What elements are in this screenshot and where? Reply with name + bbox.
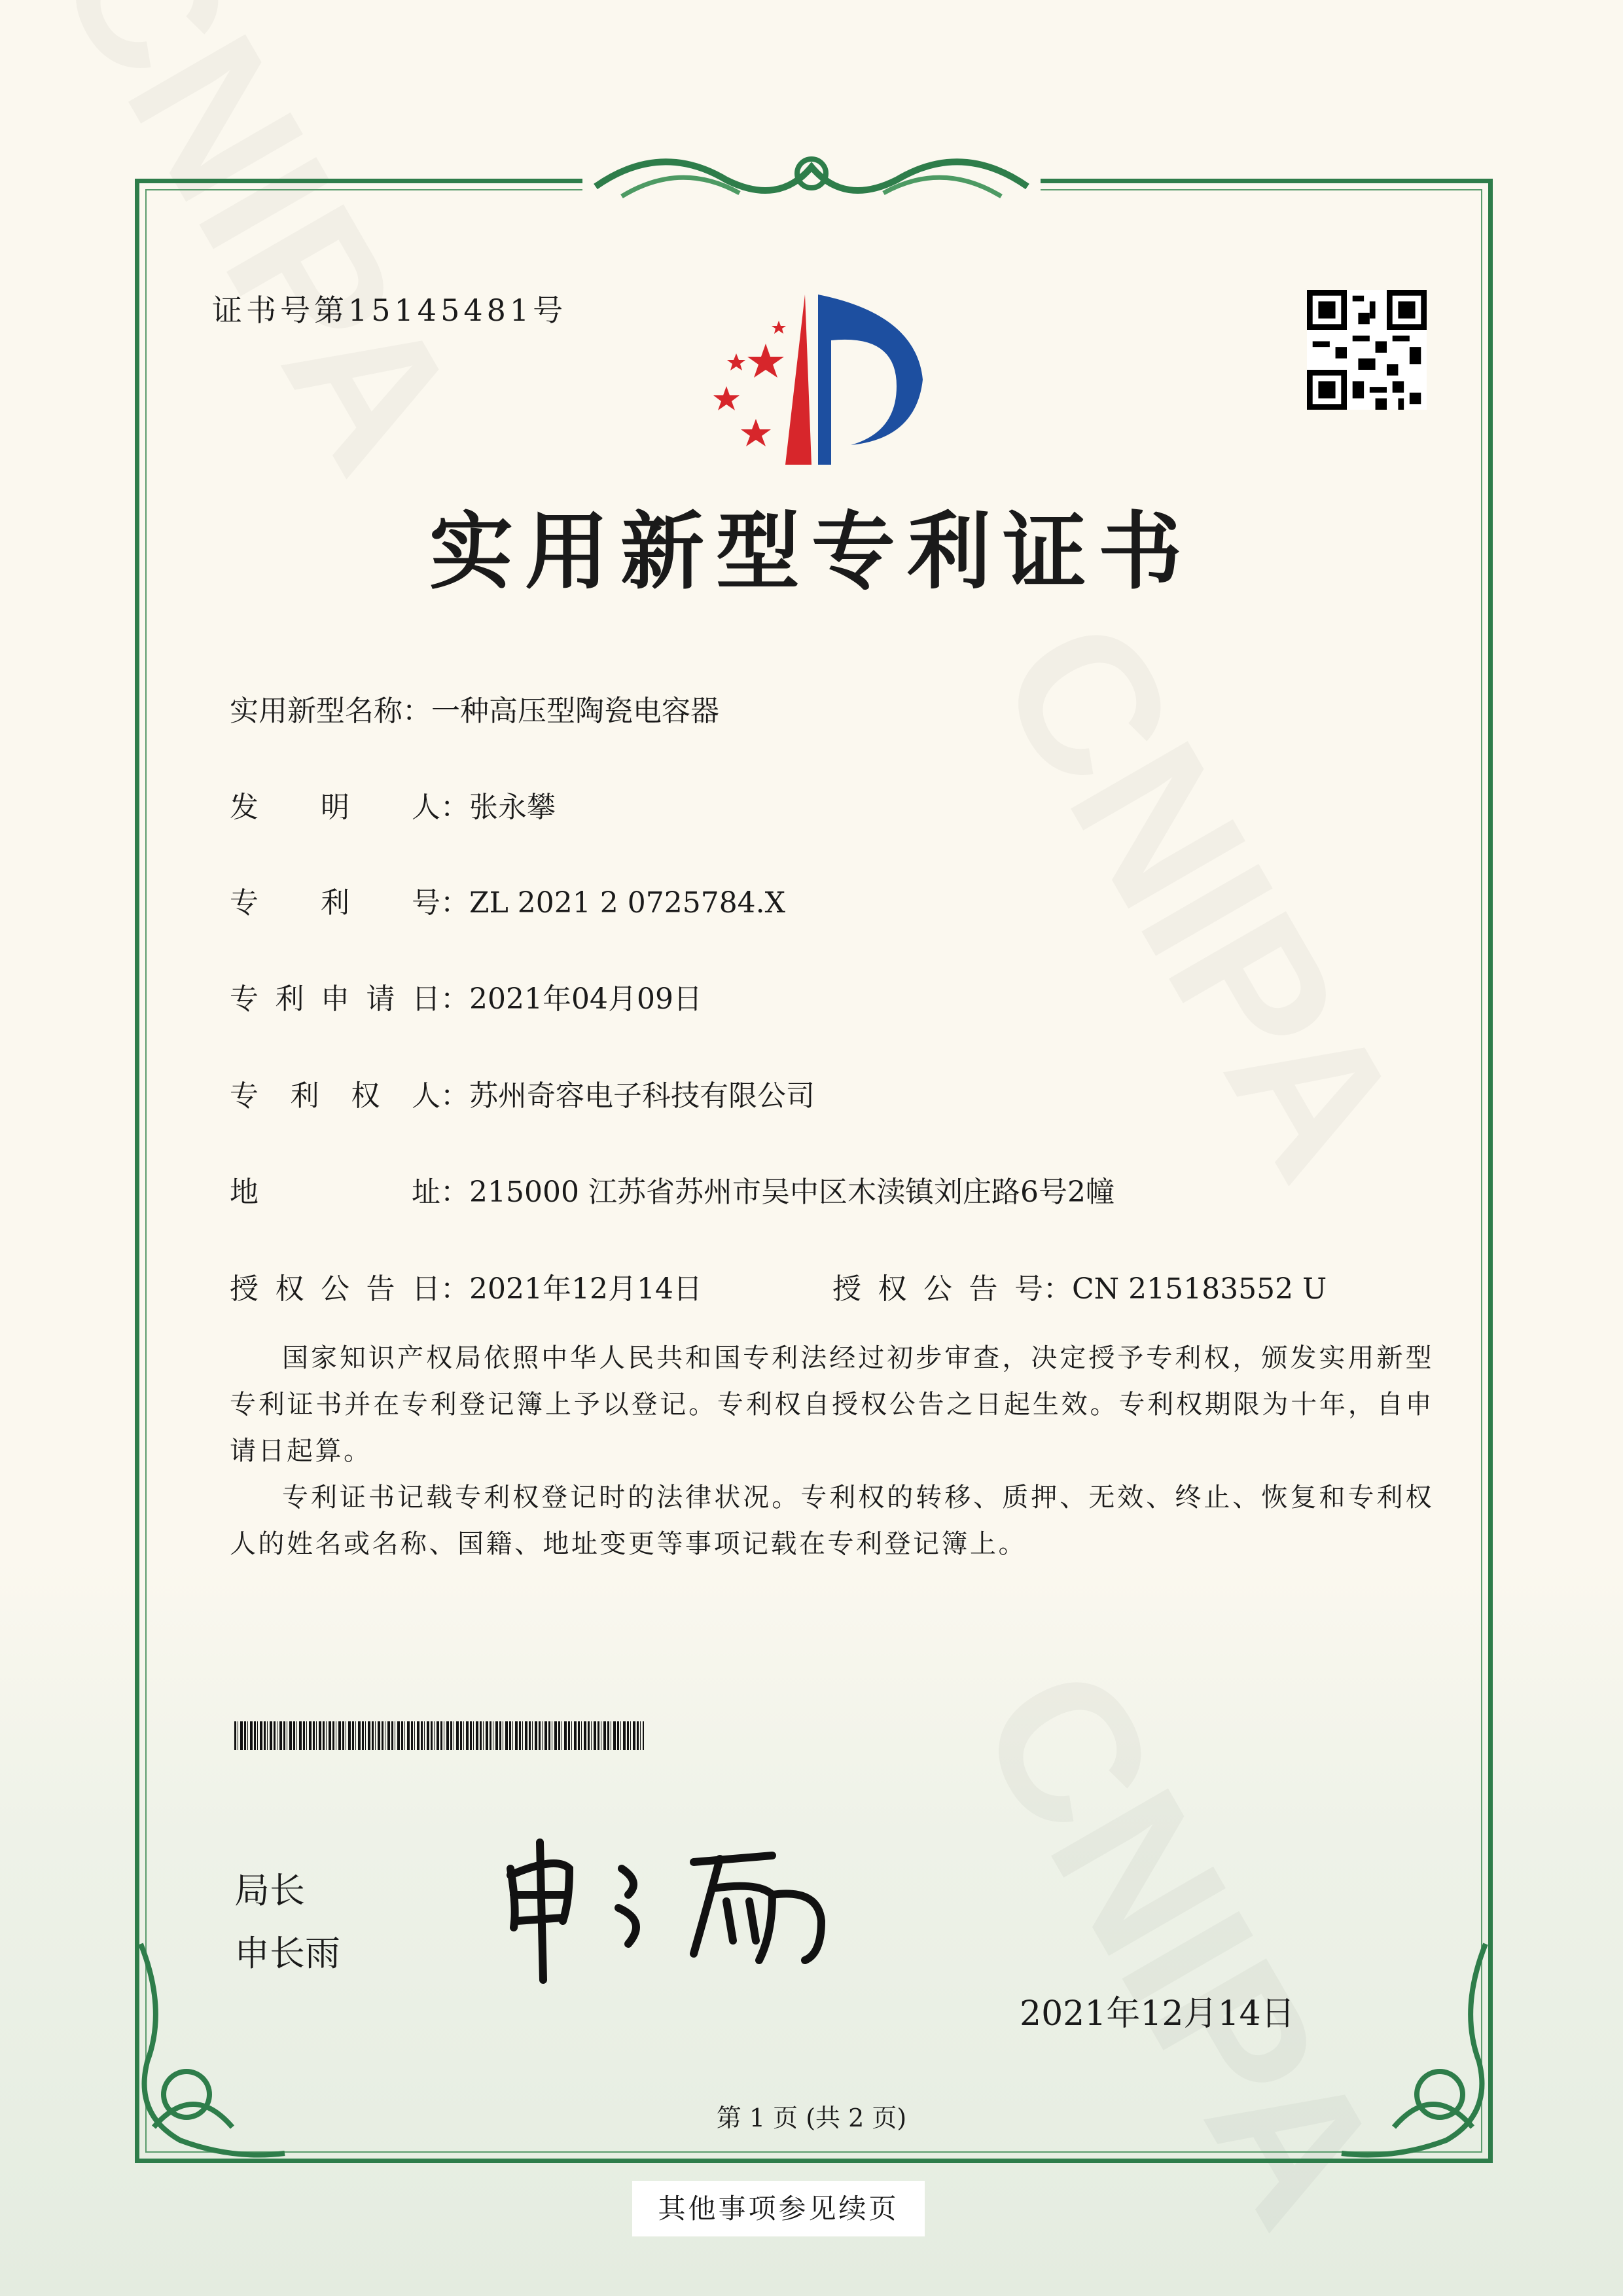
issue-date: 2021年12月14日 (1020, 1994, 1295, 2034)
field-value: ZL 2021 2 0725784.X (469, 886, 785, 920)
qr-code[interactable] (1307, 290, 1427, 410)
field-value: 苏州奇容电子科技有限公司 (469, 1079, 815, 1113)
field-patentee: 专利权人：苏州奇容电子科技有限公司 (230, 1072, 815, 1114)
field-inventor: 发明人：张永攀 (230, 783, 556, 825)
cnipa-logo (700, 281, 936, 471)
field-label: 授权公告号 (832, 1272, 1043, 1306)
field-value: CN 215183552 U (1072, 1272, 1327, 1306)
handwritten-signature (497, 1829, 831, 1986)
certificate-statement (230, 1335, 1434, 1568)
field-patent-number: 专利号：ZL 2021 2 0725784.X (230, 879, 785, 921)
field-label: 专利权人 (230, 1079, 440, 1113)
continued-note: 其他事项参见续页 (632, 2181, 925, 2236)
field-value: 张永攀 (469, 791, 556, 824)
field-label: 授权公告日 (230, 1272, 440, 1306)
field-label: 地址 (230, 1175, 440, 1209)
barcode (234, 1721, 644, 1750)
field-label: 实用新型名称 (230, 694, 402, 728)
field-announcement-number: 授权公告号：CN 215183552 U (832, 1265, 1327, 1307)
corner-ornament-left (128, 1931, 298, 2173)
field-value: 2021年04月09日 (469, 982, 702, 1016)
signatory-name: 申长雨 (234, 1934, 340, 1973)
top-ornament (582, 134, 1041, 216)
field-label: 发明人 (230, 791, 440, 824)
field-label: 专利号 (230, 886, 440, 920)
field-address: 地址：215000 江苏省苏州市吴中区木渎镇刘庄路6号2幢 (230, 1168, 1115, 1210)
field-utility-model-name: 实用新型名称：一种高压型陶瓷电容器 (230, 694, 719, 728)
field-value: 2021年12月14日 (469, 1272, 702, 1306)
page-indicator: 第 1 页 (共 2 页) (716, 2104, 907, 2132)
statement-paragraph: 专利证书记载专利权登记时的法律状况。专利权的转移、质押、无效、终止、恢复和专利权人的姓名或名称、国籍、地址变更等事项记载在专利登记簿上。 (230, 1482, 1434, 1559)
corner-ornament-right (1329, 1931, 1499, 2173)
certificate-title: 实用新型专利证书 (429, 503, 1194, 601)
field-application-date: 专利申请日：2021年04月09日 (230, 975, 702, 1017)
certificate-number: 证书号第15145481号 (212, 293, 567, 328)
signatory-title: 局长 (234, 1871, 305, 1910)
field-grant-date: 授权公告日：2021年12月14日 (230, 1265, 702, 1307)
field-label: 专利申请日 (230, 982, 440, 1016)
field-value: 一种高压型陶瓷电容器 (431, 694, 719, 728)
statement-paragraph: 国家知识产权局依照中华人民共和国专利法经过初步审查，决定授予专利权，颁发实用新型专利证书并在专利登记簿上予以登记。专利权自授权公告之日起生效。专利权期限为十年，自申请日起算。 (230, 1343, 1434, 1466)
field-value: 215000 江苏省苏州市吴中区木渎镇刘庄路6号2幢 (469, 1175, 1115, 1209)
